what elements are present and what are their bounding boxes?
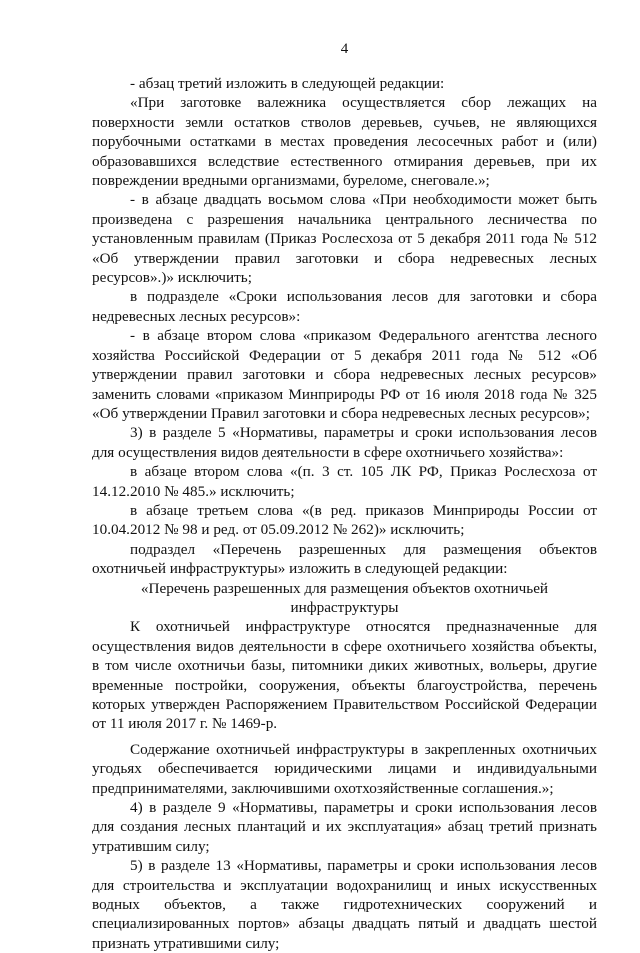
section-heading: «Перечень разрешенных для размещения объектов охотничьей инфраструктуры bbox=[140, 579, 549, 616]
paragraph: 5) в разделе 13 «Нормативы, параметры и сроки использования лесов для строительства и эксплуатации водохранилищ и иных искусственных водных объектов, а также гидротехнических сооружений и специализированных портов» абзацы двадцать пятый и двадцать шестой признать утратившими силу; bbox=[92, 857, 597, 952]
paragraph: подраздел «Перечень разрешенных для размещения объектов охотничьей инфраструктуры» изложить в следующей редакции: bbox=[92, 540, 597, 578]
paragraph: в абзаце третьем слова «(в ред. приказов Минприроды России от 10.04.2012 № 98 и ред. от 05.09.2012 № 262)» исключить; bbox=[92, 501, 597, 539]
paragraph: в абзаце втором слова «(п. 3 ст. 105 ЛК РФ, Приказ Рослесхоза от 14.12.2010 № 485.» исключить; bbox=[92, 463, 597, 500]
document-body bbox=[92, 74, 597, 953]
paragraph: - абзац третий изложить в следующей редакции: bbox=[130, 75, 445, 92]
paragraph: «При заготовке валежника осуществляется сбор лежащих на поверхности земли остатков стволов деревьев, сучьев, не являющихся порубочными остатками в местах проведения лесосечных работ и (или) образовавшихся вследствие естественного отмирания деревьев, при их повреждении вредными организмами, буреломе, снеговале.»; bbox=[92, 94, 597, 190]
paragraph: 4) в разделе 9 «Нормативы, параметры и сроки использования лесов для создания лесных плантаций и их эксплуатация» абзац третий признать утратившим силу; bbox=[92, 799, 597, 855]
paragraph: 3) в разделе 5 «Нормативы, параметры и сроки использования лесов для осуществления видов деятельности в сфере охотничьего хозяйства»: bbox=[92, 424, 597, 461]
paragraph: в подразделе «Сроки использования лесов для заготовки и сбора недревесных лесных ресурсов»: bbox=[92, 288, 597, 325]
page-number: 4 bbox=[340, 41, 349, 57]
paragraph: К охотничьей инфраструктуре относятся предназначенные для осуществления видов деятельности в сфере охотничьего хозяйства объекты, в том числе охотничьи базы, питомники диких животных, вольеры, другие временные постройки, сооружения, объекты благоустройства, перечень которых утвержден Распоряжением Правительством Российской Федерации от 11 июля 2017 г. № 1469-р. bbox=[92, 618, 597, 733]
paragraph: Содержание охотничьей инфраструктуры в закрепленных охотничьих угодьях обеспечивается юридическими лицами и индивидуальными предпринимателями, заключившими охотхозяйственные соглашения.»; bbox=[92, 740, 597, 797]
paragraph: - в абзаце двадцать восьмом слова «При необходимости может быть произведена с разрешения начальника центрального лесничества по установленным правилам (Приказ Рослесхоза от 5 декабря 2011 года № 512 «Об утверждении правил заготовки и сбора недревесных лесных ресурсов».)» исключить; bbox=[92, 191, 597, 287]
document-page bbox=[92, 0, 597, 952]
paragraph: - в абзаце втором слова «приказом Федерального агентства лесного хозяйства Российской Федерации от 5 декабря 2011 года № 512 «Об утверждении правил заготовки и сбора недревесных лесных ресурсов» заменить словами «приказом Минприроды РФ от 16 июля 2018 года № 325 «Об утверждении Правил заготовки и сбора недревесных лесных ресурсов»; bbox=[92, 327, 597, 422]
